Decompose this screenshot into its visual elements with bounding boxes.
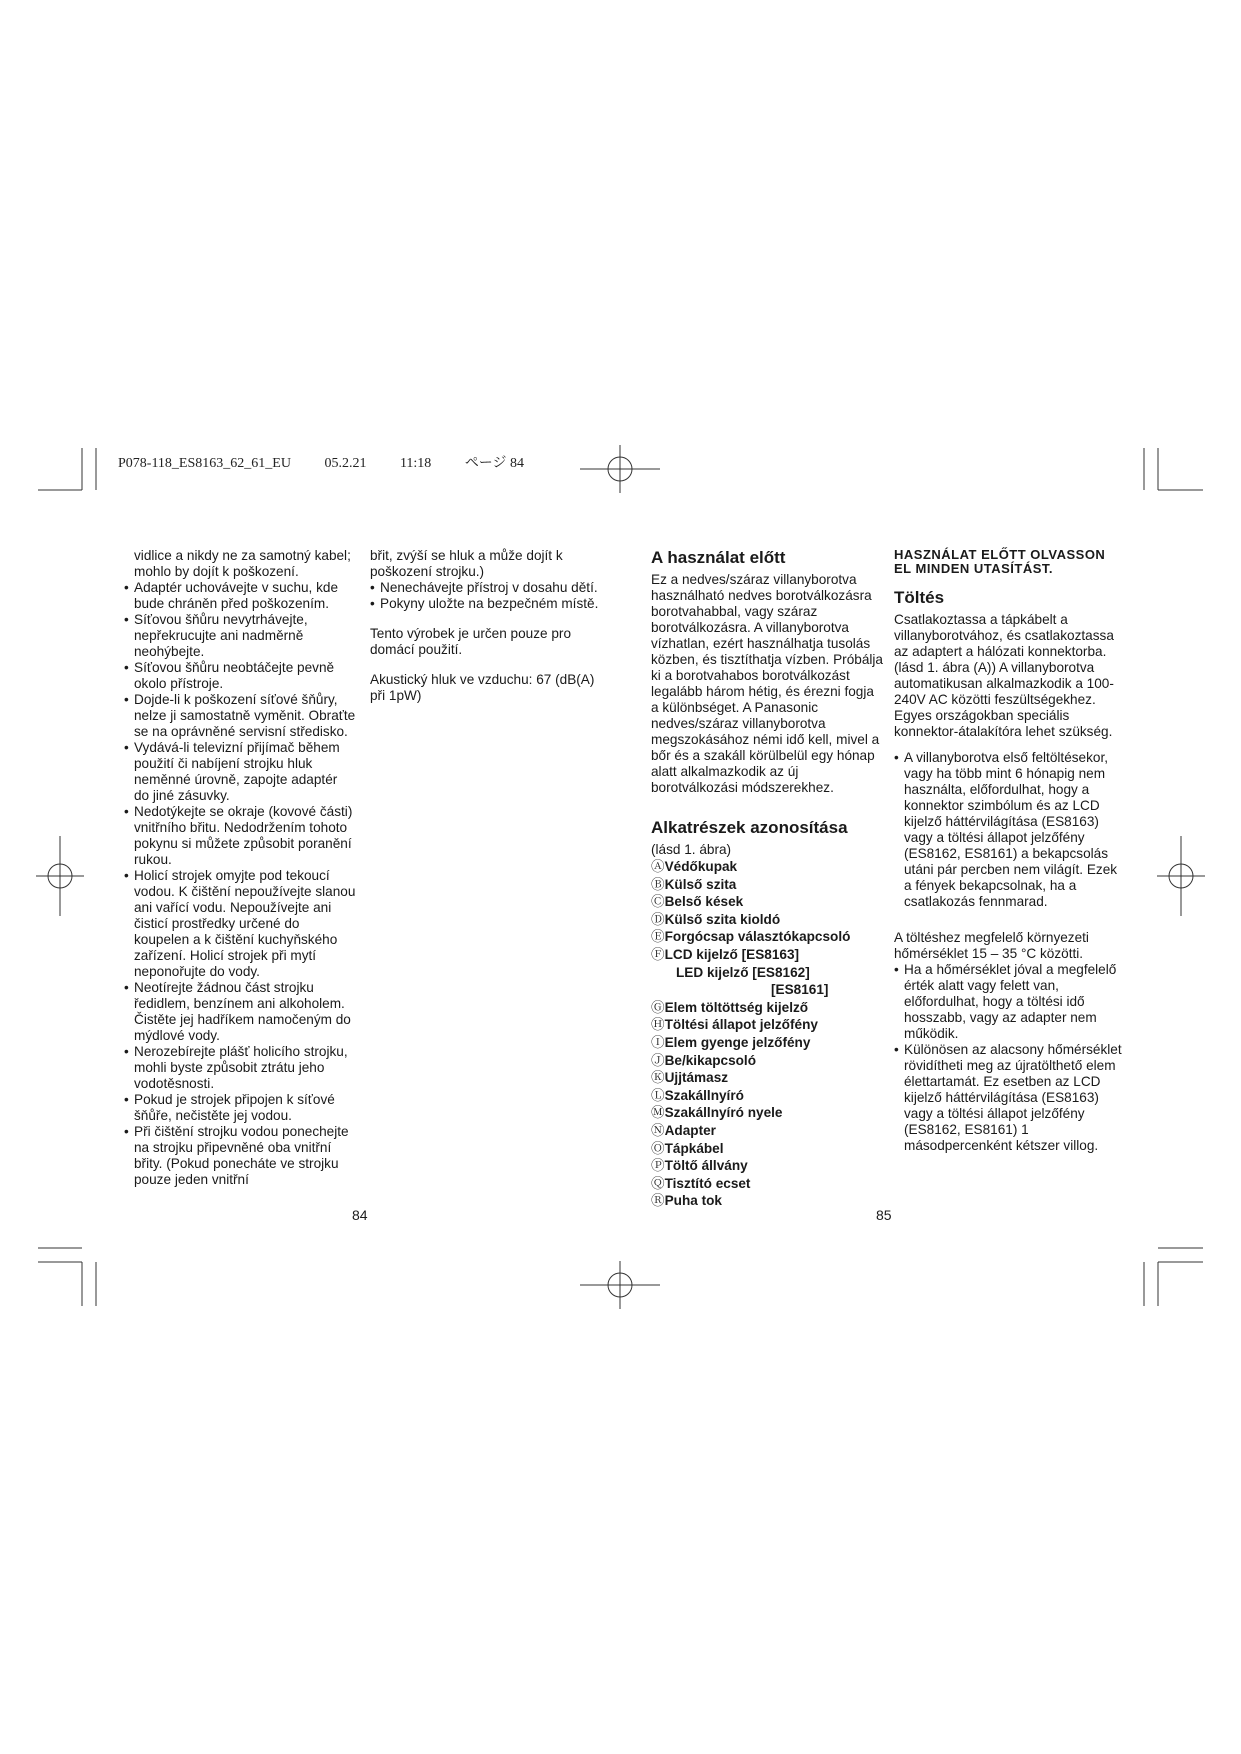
- list-item: [651, 1069, 883, 1087]
- part-marker: Ⓑ: [651, 876, 665, 892]
- bullet-list: [894, 962, 1126, 1154]
- section-heading: Alkatrészek azonosítása: [651, 818, 848, 837]
- part-marker: Ⓘ: [651, 1034, 665, 1050]
- list-item: • Adaptér uchovávejte v suchu, kde bude chráněn před poškozením.: [124, 580, 356, 612]
- list-item: [651, 1104, 883, 1122]
- part-label-led-model: [ES8161]: [771, 982, 829, 998]
- part-label: Forgócsap választókapcsoló: [664, 929, 851, 945]
- list-item: • Pokyny uložte na bezpečném místě.: [370, 596, 602, 612]
- list-item: • Holicí strojek omyjte pod tekoucí vodou. K čištění nepoužívejte slanou ani vařící vodu. Nepoužívejte ani čisticí prostředky určené do koupelen a k čištění kuchyňského zařízení. Holicí strojek při mytí neponořujte do vody.: [124, 868, 356, 980]
- list-item: [651, 1034, 883, 1052]
- part-marker: Ⓐ: [651, 859, 665, 874]
- bullet-list: [124, 580, 356, 1188]
- list-item: [651, 1122, 883, 1140]
- list-item: • A villanyborotva első feltöltésekor, vagy ha több mint 6 hónapig nem használta, előfordulhat, hogy a konnektor szimbólum és az LCD kijelző háttérvilágítása (ES8163) vagy a töltési állapot jelzőfény (ES8162, ES8161) a bekapcsolás utáni pár percben nem világít. Ezek a fények bekapcsolnak, ha a csatlakozás fennmarad.: [894, 750, 1126, 910]
- text-cont: břit, zvýší se hluk a může dojít k poškození strojku.): [370, 548, 563, 579]
- list-item: • Neotírejte žádnou část strojku ředidlem, benzínem ani alkoholem. Čistěte jej hadříkem namočeným do mýdlové vody.: [124, 980, 356, 1044]
- part-label: Elem gyenge jelzőfény: [664, 1034, 811, 1050]
- bullet-list: [370, 580, 602, 612]
- part-label: Külső szita kioldó: [664, 911, 781, 927]
- list-item: [651, 858, 883, 876]
- list-item: [651, 1192, 883, 1210]
- part-label: Adapter: [664, 1122, 716, 1138]
- paragraph: Ez a nedves/száraz villanyborotva használható nedves borotválkozásra borotvahabbal, vagy száraz borotválkozásra. A villanyborotva vízhatlan, ezért használhatja tusolás közben, és tisztíthatja vízben. Próbálja ki a borotvahabos borotválkozást legalább három hétig, és érezni fogja a különbséget. A Panasonic nedves/száraz villanyborotva megszokásához némi idő kell, mivel a bőr és a szakáll körülbelül egy hónap alatt alkalmazkodik az új borotválkozási módszerekhez.: [651, 572, 883, 795]
- part-label: Tisztító ecset: [664, 1175, 751, 1191]
- text-cont: vidlice a nikdy ne za samotný kabel; mohlo by dojít k poškození.: [134, 548, 351, 579]
- print-header: [118, 452, 554, 472]
- list-item: • Ha a hőmérséklet jóval a megfelelő érték alatt vagy felett van, előfordulhat, hogy a töltési idő hosszabb, vagy az adapter nem működik.: [894, 962, 1126, 1042]
- part-marker: Ⓟ: [651, 1158, 665, 1174]
- list-item: [651, 1052, 883, 1070]
- list-item: [651, 876, 883, 894]
- part-label: Tápkábel: [664, 1140, 724, 1156]
- parts-list: [651, 858, 883, 1210]
- list-item: • Síťovou šňůru neobtáčejte pevně okolo přístroje.: [124, 660, 356, 692]
- header-page-label: ページ 84: [464, 456, 525, 471]
- part-marker: Ⓡ: [651, 1193, 665, 1209]
- bullet-list: [894, 750, 1126, 910]
- part-label: Be/kikapcsoló: [664, 1052, 757, 1068]
- list-item: [651, 1140, 883, 1158]
- section-heading: Töltés: [894, 588, 945, 607]
- part-label: Töltő állvány: [664, 1158, 748, 1174]
- part-label-led: LED kijelző [ES8162]: [676, 964, 810, 980]
- list-item: • Síťovou šňůru nevytrhávejte, nepřekrucujte ani nadměrně neohýbejte.: [124, 612, 356, 660]
- list-item: [651, 928, 883, 946]
- list-item: • Nedotýkejte se okraje (kovové části) vnitřního břitu. Nedodržením tohoto pokynu si můžete způsobit poranění rukou.: [124, 804, 356, 868]
- section-heading: A használat előtt: [651, 548, 786, 567]
- part-label: Szakállnyíró nyele: [664, 1105, 783, 1121]
- column-1: [124, 548, 356, 1188]
- part-marker: Ⓝ: [651, 1122, 665, 1138]
- part-marker: Ⓖ: [651, 999, 665, 1015]
- part-marker: Ⓒ: [651, 894, 665, 910]
- page-number-right: 85: [876, 1207, 892, 1223]
- list-item: [651, 893, 883, 911]
- list-item: • Nerozebírejte plášť holicího strojku, mohli byste způsobit ztrátu jeho vodotěsnosti.: [124, 1044, 356, 1092]
- list-item: [651, 999, 883, 1017]
- list-item: • Különösen az alacsony hőmérséklet rövidítheti meg az újratölthető elem élettartamát. Ez esetben az LCD kijelző háttérvilágítása (ES8163) vagy a töltési állapot jelzőfény (ES8162, ES8161) 1 másodpercenként kétszer villog.: [894, 1042, 1126, 1154]
- part-label: Puha tok: [664, 1193, 722, 1209]
- column-3: [651, 548, 883, 1210]
- figure-reference: (lásd 1. ábra): [651, 842, 732, 857]
- part-marker: Ⓕ: [651, 946, 665, 962]
- column-4: [894, 548, 1126, 1154]
- part-marker: Ⓞ: [651, 1140, 665, 1156]
- column-2: [370, 548, 602, 704]
- part-marker: Ⓜ: [651, 1105, 665, 1121]
- header-file: P078-118_ES8163_62_61_EU: [118, 456, 291, 471]
- part-label: Szakállnyíró: [664, 1087, 744, 1103]
- warning-heading: HASZNÁLAT ELŐTT OLVASSON EL MINDEN UTASÍTÁST.: [894, 547, 1106, 576]
- part-marker: Ⓙ: [651, 1052, 665, 1068]
- page-number-left: 84: [352, 1207, 368, 1223]
- list-item: [651, 1087, 883, 1105]
- part-marker: Ⓠ: [651, 1175, 665, 1191]
- paragraph: A töltéshez megfelelő környezeti hőmérséklet 15 – 35 °C közötti.: [894, 930, 1089, 961]
- part-marker: Ⓗ: [651, 1017, 665, 1033]
- part-label: Elem töltöttség kijelző: [664, 999, 809, 1015]
- list-item: [651, 911, 883, 929]
- paragraph: Tento výrobek je určen pouze pro domácí použití.: [370, 626, 572, 657]
- part-label: Töltési állapot jelzőfény: [664, 1017, 818, 1033]
- list-item: [651, 1016, 883, 1034]
- part-label: LCD kijelző [ES8163]: [664, 946, 800, 962]
- header-date: 05.2.21: [324, 456, 367, 471]
- part-label: Védőkupak: [664, 859, 738, 874]
- paragraph: Csatlakoztassa a tápkábelt a villanyborotvához, és csatlakoztassa az adaptert a hálózati konnektorba. (lásd 1. ábra (A)) A villanyborotva automatikusan alkalmazkodik a 100-240V AC közötti feszültségekhez. Egyes országokban speciális konnektor-átalakítóra lehet szükség.: [894, 612, 1114, 739]
- part-label: Ujjtámasz: [664, 1070, 729, 1086]
- part-marker: Ⓔ: [651, 929, 665, 945]
- part-marker: Ⓚ: [651, 1070, 665, 1086]
- part-label: Külső szita: [664, 876, 737, 892]
- part-marker: Ⓛ: [651, 1087, 665, 1103]
- list-item: [651, 946, 883, 964]
- list-item: [651, 1175, 883, 1193]
- header-time: 11:18: [399, 456, 432, 471]
- paragraph: Akustický hluk ve vzduchu: 67 (dB(A) při 1pW): [370, 672, 595, 703]
- part-label: Belső kések: [664, 894, 744, 910]
- list-item: • Dojde-li k poškození síťové šňůry, nelze ji samostatně vyměnit. Obraťte se na oprávněné servisní středisko.: [124, 692, 356, 740]
- list-item: • Při čištění strojku vodou ponechejte na strojku připevněné oba vnitřní břity. (Pokud ponecháte ve strojku pouze jeden vnitřní: [124, 1124, 356, 1188]
- part-marker: Ⓓ: [651, 911, 665, 927]
- list-item: • Vydává-li televizní přijímač během použití či nabíjení strojku hluk neměnné úrovně, zapojte adaptér do jiné zásuvky.: [124, 740, 356, 804]
- list-item: • Nenechávejte přístroj v dosahu dětí.: [370, 580, 602, 596]
- list-item: [651, 1157, 883, 1175]
- list-item: • Pokud je strojek připojen k síťové šňůře, nečistěte jej vodou.: [124, 1092, 356, 1124]
